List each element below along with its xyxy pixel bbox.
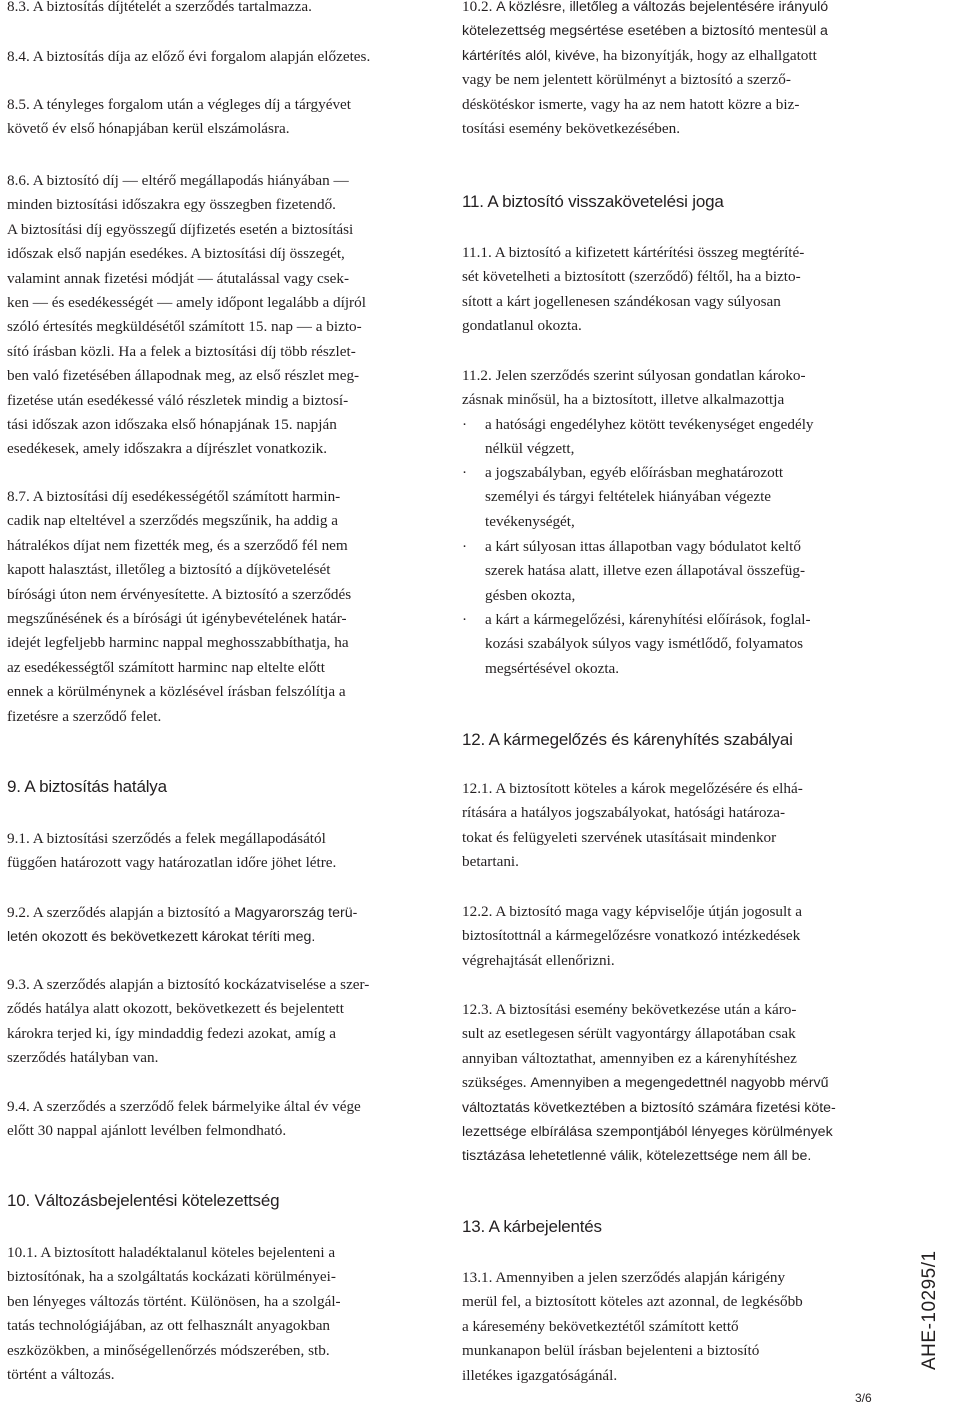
- section-heading-11: 11. A biztosító visszakövetelési joga: [462, 192, 724, 211]
- clause-8-7: 8.7. A biztosítási díj esedékességétől számított harmin- cadik nap elteltével a szerződés megszűnik, ha addig a hátralékos díjat nem fizették meg, és a szerződő fél nem kapott halasztást, illetőleg a biztosító a díjkövetelését bírósági úton nem érvényesítette. A biztosító a szerződés megszűnésének és a bírósági út igénybevételének határ- idejét legfeljebb harminc nappal meghosszabbíthatja, ha az esedékességtől számított harminc nap eltelte előtt ennek a körülménynek a közlésével írásban felszólítja a fizetésre a szerződő felet.: [7, 488, 352, 725]
- section-heading-10: 10. Változásbejelentési kötelezettség: [7, 1191, 280, 1210]
- clause-9-4: 9.4. A szerződés a szerződő felek bármelyike által év vége előtt 30 nappal ajánlott levélben felmondható.: [7, 1098, 361, 1140]
- clause-8-3: 8.3. A biztosítás díjtételét a szerződés tartalmazza.: [7, 0, 312, 15]
- section-heading-12: 12. A kármegelőzés és kárenyhítés szabályai: [462, 730, 793, 749]
- clause-8-6: 8.6. A biztosító díj — eltérő megállapodás hiányában — minden biztosítási időszakra egy összegben fizetendő. A biztosítási díj egyösszegű díjfizetés esetén a biztosítási időszak első napján esedékes. A biztosítási díj összegét, valamint annak fizetési módját — átutalással vagy csek- ken — és esedékességét — amely időpont legalább a díjról szóló értesítés megküldésétől számított 15. nap — a bizto- sító írásban közli. Ha a felek a biztosítási díj több részlet- ben való fizetésében állapodnak meg, az első részlet meg- fizetése után esedékessé váló részletek mindig a biztosí- tási időszak azon időszaka első hónapjának 15. napján esedékesek, amely időszakra a díjrészlet vonatkozik.: [7, 172, 366, 458]
- clause-9-2: 9.2. A szerződés alapján a biztosító a Magyarország terü- letén okozott és bekövetkezett károkat téríti meg.: [7, 904, 358, 946]
- section-heading-13: 13. A kárbejelentés: [462, 1217, 602, 1236]
- clause-11-1: 11.1. A biztosító a kifizetett kártérítési összeg megtéríté- sét követelheti a biztosított (szerződő) féltől, ha a bizto- sított a kárt jogellenesen szándékosan vagy súlyosan gondatlanul okozta.: [462, 244, 805, 335]
- clause-9-3: 9.3. A szerződés alapján a biztosító kockázatviselése a szer- ződés hatálya alatt okozott, bekövetkezett és bejelentett károkra terjed ki, így mindaddig fedezi azokat, amíg a szerződés hatályban van.: [7, 976, 370, 1067]
- section-heading-9: 9. A biztosítás hatálya: [7, 777, 167, 796]
- clause-12-1: 12.1. A biztosított köteles a károk megelőzésére és elhá- rítására a hatályos jogszabályokat, hatósági határoza- tokat és felügyeleti szervének utasításait mindenkor betartani.: [462, 780, 803, 871]
- clause-10-2: 10.2. A közlésre, illetőleg a változás bejelentésére irányuló kötelezettség megsértése esetében a biztosító mentesül a kártérítés alól, kivéve, ha bizonyítják, hogy az elhallgatott vagy be nem jelentett körülményt a biztosító a szerző- déskötéskor ismerte, vagy ha az nem hatott közre a biz- tosítási esemény bekövetkezésében.: [462, 0, 829, 138]
- clause-12-2: 12.2. A biztosító maga vagy képviselője útján jogosult a biztosítottnál a kármegelőzésre vonatkozó intézkedések végrehajtását ellenőrizni.: [462, 903, 802, 969]
- clause-11-2: 11.2. Jelen szerződés szerint súlyosan gondatlan károko- zásnak minősül, ha a biztosított, illetve alkalmazottja: [462, 367, 806, 409]
- clause-8-5: 8.5. A tényleges forgalom után a végleges díj a tárgyévet követő év első hónapjában kerül elszámolásra.: [7, 96, 352, 138]
- clause-9-1: 9.1. A biztosítási szerződés a felek megállapodásától függően határozott vagy határozatlan időre jöhet létre.: [7, 830, 337, 872]
- clause-13-1: 13.1. Amennyiben a jelen szerződés alapján kárigény merül fel, a biztosított köteles azt azonnal, de legkésőbb a káresemény bekövetkeztétől számított kettő munkanapon belül írásban bejelenteni a biztosító illetékes igazgatóságánál.: [462, 1269, 803, 1384]
- clause-12-3: 12.3. A biztosítási esemény bekövetkezése után a káro- sult az esetlegesen sérült vagyontárgy állapotában csak annyiban változtathat, amennyiben ez a kárenyhítéshez szükséges. Amennyiben a megengedettnél nagyobb mérvű változtatás következtében a biztosító számára fizetési köte- lezettsége elbírálása szempontjából lényeges körülmények tisztázása lehetetlenné válik, kötelezettsége nem áll be.: [462, 1001, 836, 1165]
- clause-8-4: 8.4. A biztosítás díja az előző évi forgalom alapján előzetes.: [7, 48, 371, 65]
- page-number: 3/6: [855, 1391, 872, 1405]
- clause-10-1: 10.1. A biztosított haladéktalanul köteles bejelenteni a biztosítónak, ha a szolgáltatás kockázati körülményei- ben lényeges változás történt. Különösen, ha a szolgál- tatás technológiájában, az ott felhasznált anyagokban eszközökben, a minőségellenőrzés módszerében, stb. történt a változás.: [7, 1244, 341, 1384]
